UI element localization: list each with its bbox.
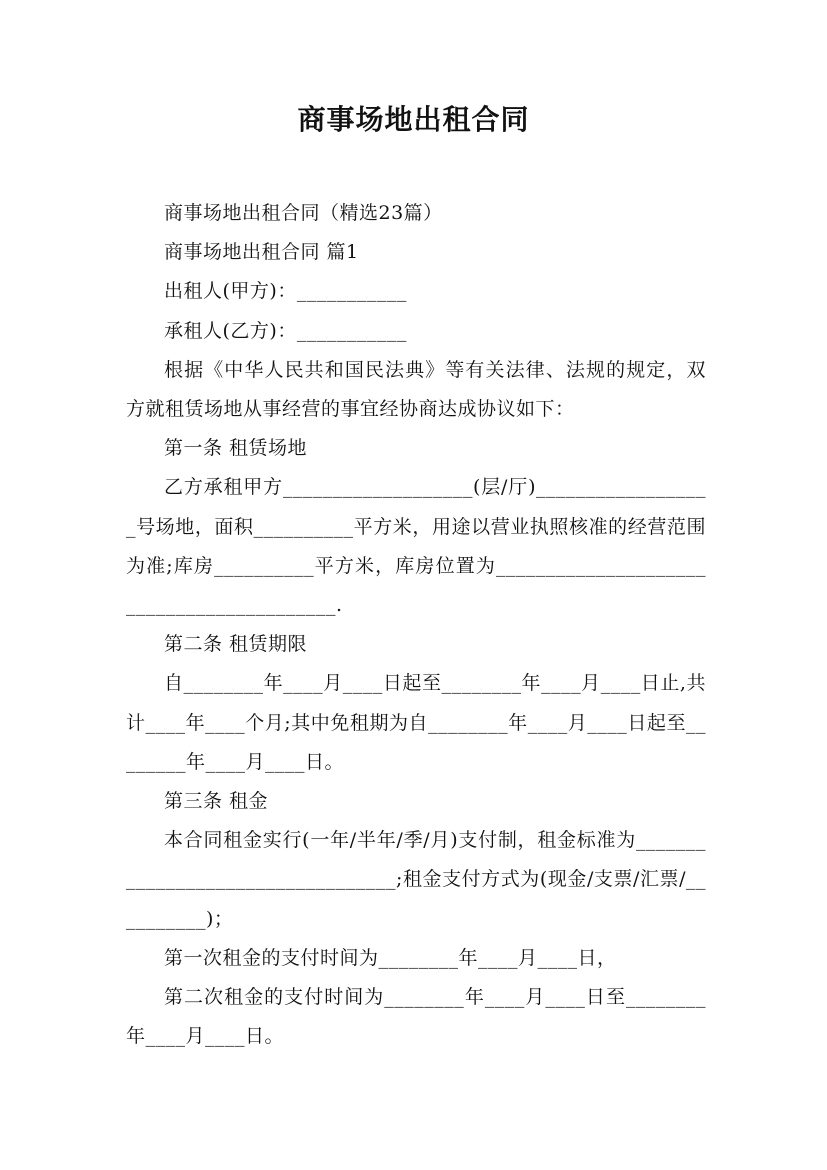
article-2-heading: 第二条 租赁期限 — [164, 633, 308, 656]
section-heading: 商事场地出租合同 篇1 — [164, 241, 359, 264]
lessor-line: 出租人(甲方)：___________ — [164, 280, 407, 303]
document-title: 商事场地出租合同 — [297, 103, 530, 136]
article-3-paragraph: 本合同租金实行(一年/半年/季/月)支付制，租金标准为__________________________________;租金支付方式为(现金/支票/汇票/__________)； — [126, 829, 706, 930]
document-body — [126, 194, 706, 1056]
article-1-paragraph: 乙方承租甲方___________________(层/厅)__________________号场地，面积__________平方米，用途以营业执照核准的经营范围为准;库房__________平方米，库房位置为__________________________________________. — [126, 476, 706, 617]
article-1-heading: 第一条 租赁场地 — [164, 437, 308, 460]
subtitle-line: 商事场地出租合同（精选23篇） — [164, 202, 443, 224]
lessee-line: 承租人(乙方)：___________ — [164, 319, 407, 342]
first-payment-line: 第一次租金的支付时间为________年____月____日， — [164, 946, 617, 969]
second-payment-line: 第二次租金的支付时间为________年____月____日至________年____月____日。 — [126, 986, 706, 1048]
preamble-paragraph: 根据《中华人民共和国民法典》等有关法律、法规的规定，双方就租赁场地从事经营的事宜经协商达成协议如下： — [126, 358, 706, 421]
article-2-paragraph: 自________年____月____日起至________年____月____日止,共计____年____个月;其中免租期为自________年____月____日起至________年____月____日。 — [126, 672, 706, 773]
article-3-heading: 第三条 租金 — [164, 790, 269, 813]
